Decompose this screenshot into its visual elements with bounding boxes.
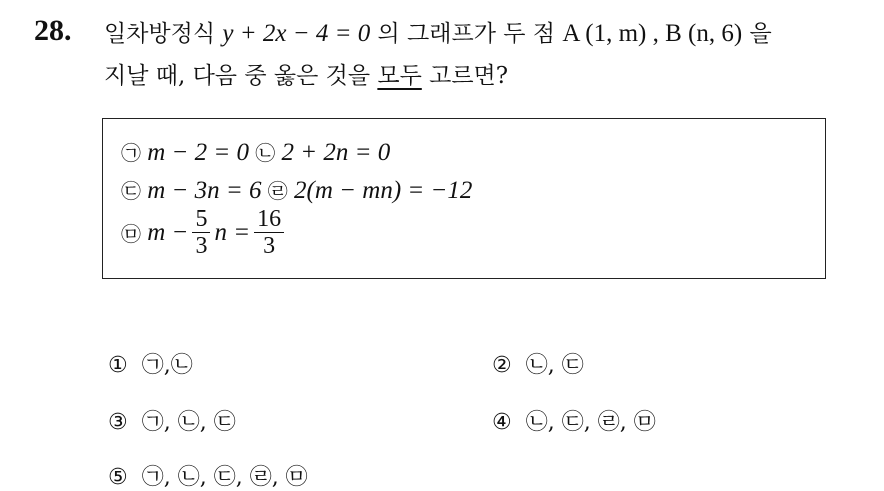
question-text: 의 그래프가 두 점 <box>370 21 563 47</box>
fraction <box>254 207 284 258</box>
equation: y + 2x − 4 = 0 <box>222 20 371 47</box>
comma: , <box>646 20 666 47</box>
choice-text: ㉡, ㉢ <box>525 353 584 378</box>
statement-marker: ㉠ <box>121 141 141 165</box>
choice-number: ⑤ <box>108 465 128 490</box>
question-text: 고르면? <box>421 63 509 89</box>
emphasis-all: 모두 <box>377 63 422 89</box>
choice-text: ㉠, ㉡, ㉢ <box>141 410 236 435</box>
point-a: A (1, m) <box>562 20 647 47</box>
statement-expression: m − <box>147 218 189 246</box>
choice-number: ③ <box>108 410 128 435</box>
choice-text: ㉡, ㉢, ㉣, ㉤ <box>525 410 656 435</box>
point-b: B (n, 6) <box>665 20 743 47</box>
statement-expression: m − 2 = 0 <box>147 139 250 166</box>
answer-choice-2[interactable] <box>492 348 584 379</box>
choice-text: ㉠, ㉡, ㉢, ㉣, ㉤ <box>141 465 308 490</box>
statement-row <box>121 175 472 205</box>
fraction <box>192 207 210 258</box>
statement-expression: n = <box>214 218 251 246</box>
answer-choice-1[interactable] <box>108 348 193 379</box>
statement-marker: ㉢ <box>121 179 141 203</box>
statement-marker: ㉣ <box>267 179 288 203</box>
statement-expression: 2(m − mn) = −12 <box>294 177 473 204</box>
answer-choice-5[interactable] <box>108 460 308 491</box>
fraction-denominator: 3 <box>195 233 208 259</box>
choice-number: ① <box>108 353 128 378</box>
choice-number: ② <box>492 353 512 378</box>
fraction-numerator: 5 <box>192 207 210 233</box>
statement-expression: m − 3n = 6 <box>147 177 262 204</box>
question-text: 일차방정식 <box>104 21 223 47</box>
statement-marker: ㉡ <box>255 141 276 165</box>
question-line-1 <box>104 15 772 48</box>
choice-number: ④ <box>492 410 512 435</box>
statement-marker: ㉤ <box>121 222 141 246</box>
fraction-denominator: 3 <box>263 233 276 259</box>
fraction-numerator: 16 <box>254 207 284 233</box>
question-text: 지날 때, 다음 중 옳은 것을 <box>104 63 378 89</box>
choice-text: ㉠,㉡ <box>141 353 193 378</box>
statement-box <box>102 118 826 279</box>
question-number: 28. <box>34 14 72 47</box>
statement-row <box>121 207 288 258</box>
statement-expression: 2 + 2n = 0 <box>281 139 391 166</box>
answer-choice-3[interactable] <box>108 405 236 436</box>
question-text: 을 <box>742 21 772 47</box>
answer-choice-4[interactable] <box>492 405 656 436</box>
question-line-2 <box>104 57 508 90</box>
statement-row <box>121 137 390 167</box>
